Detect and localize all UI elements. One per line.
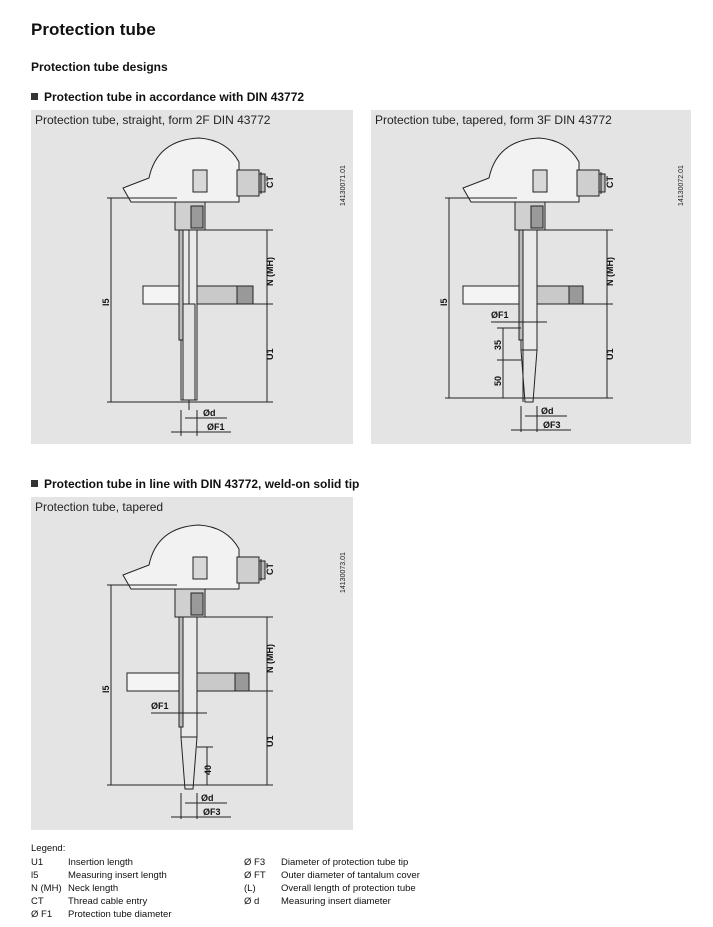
- page-title: Protection tube: [31, 20, 156, 39]
- dim-label-l5: l5: [439, 298, 449, 306]
- dim-label-f: ØF3: [543, 420, 561, 430]
- panel-caption: Protection tube, tapered: [35, 500, 164, 514]
- bullet-square-icon: [31, 93, 38, 100]
- technical-drawing: [31, 497, 353, 830]
- dim-label-ct: CT: [605, 176, 615, 188]
- dim-label-f1: ØF1: [491, 310, 509, 320]
- section-subtitle: Protection tube designs: [31, 60, 168, 74]
- dim-label-n: N (MH): [265, 257, 275, 286]
- dim-label-f: ØF3: [203, 807, 221, 817]
- section-heading-din: Protection tube in accordance with DIN 43772: [31, 90, 304, 104]
- dim-label-u1: U1: [605, 348, 615, 360]
- document-id: 14130073.01: [340, 552, 347, 593]
- section-heading-weld-on: Protection tube in line with DIN 43772, weld-on solid tip: [31, 477, 359, 491]
- drawing-panel-tapered-3f: [371, 110, 691, 444]
- dim-label-40: 40: [203, 764, 213, 775]
- dim-label-u1: U1: [265, 735, 275, 747]
- dim-label-f: ØF1: [207, 422, 225, 432]
- dim-label-n: N (MH): [605, 257, 615, 286]
- dim-label-d: Ød: [203, 408, 216, 418]
- dim-label-50: 50: [493, 375, 503, 386]
- legend: Legend: U1 Insertion length l5 Measuring insert length N (MH) Neck length CT Thread cable entry Ø F1 Protection tube diameter Ø F3 Diameter of protection tube tip Ø FT Outer diameter of tantalum cover (L) Overall length of protection tube Ø d Measuring insert diameter: [31, 843, 420, 920]
- drawing-panel-weld-on-tip: [31, 497, 353, 830]
- document-id: 14130071.01: [340, 165, 347, 206]
- dim-label-u1: U1: [265, 348, 275, 360]
- technical-drawing: [31, 110, 353, 444]
- dim-label-f1: ØF1: [151, 701, 169, 711]
- panel-caption: Protection tube, straight, form 2F DIN 43772: [35, 113, 271, 127]
- dim-label-d: Ød: [201, 793, 214, 803]
- dim-label-ct: CT: [265, 176, 275, 188]
- dim-label-35: 35: [493, 339, 503, 350]
- dim-label-d: Ød: [541, 406, 554, 416]
- panel-caption: Protection tube, tapered, form 3F DIN 43772: [375, 113, 612, 127]
- technical-drawing: [371, 110, 691, 444]
- dim-label-l5: l5: [101, 685, 111, 693]
- dim-label-ct: CT: [265, 563, 275, 575]
- bullet-square-icon: [31, 480, 38, 487]
- dim-label-l5: l5: [101, 298, 111, 306]
- drawing-panel-straight-2f: [31, 110, 353, 444]
- dim-label-n: N (MH): [265, 644, 275, 673]
- legend-title: Legend:: [31, 843, 66, 854]
- document-id: 14130072.01: [678, 165, 685, 206]
